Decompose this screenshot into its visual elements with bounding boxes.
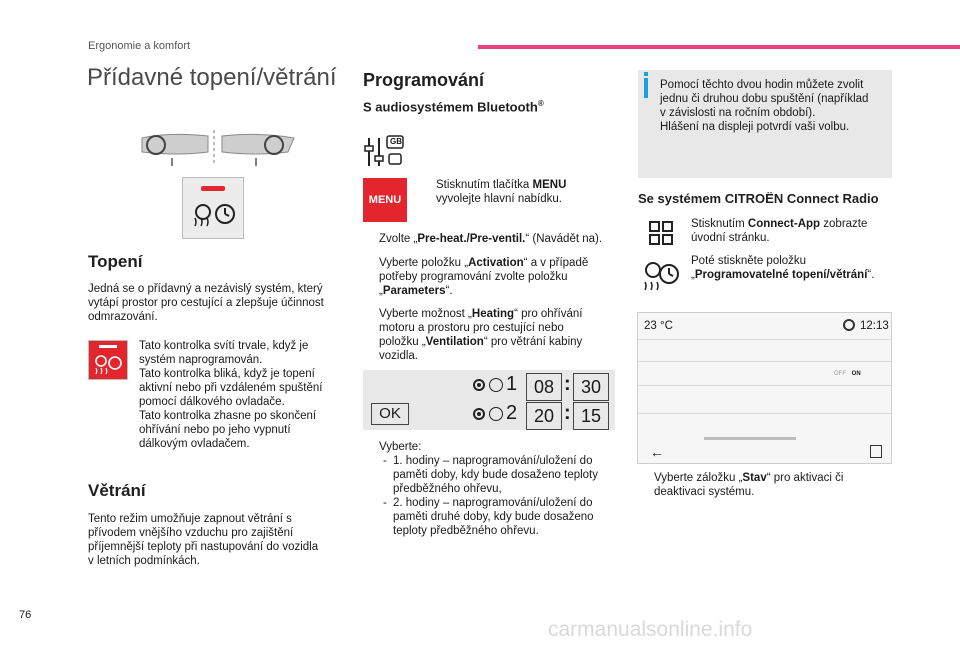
heating-intro [88, 282, 358, 324]
info-icon [644, 78, 648, 98]
text-line: deaktivaci systému. [654, 486, 755, 498]
text-line: Tato kontrolka zhasne po skončení [139, 410, 317, 422]
program-2-hours[interactable]: 20 [526, 402, 562, 430]
text-line: úvodní stránku. [691, 232, 770, 244]
menu-button[interactable] [363, 178, 407, 222]
text: „ [691, 269, 695, 281]
program-1-minutes[interactable]: 30 [573, 373, 609, 401]
text-line: Jedná se o přídavný a nezávislý systém, který [88, 283, 323, 295]
text: Vyberte: [379, 441, 422, 453]
text-line [363, 335, 623, 349]
step-activation [363, 256, 623, 298]
ok-button[interactable]: OK [371, 403, 409, 425]
step-line [363, 232, 623, 246]
page-number: 76 [19, 609, 32, 621]
step-line [420, 178, 610, 192]
text-line: ohřívání nebo po jeho vypnutí [139, 424, 291, 436]
program-2-index: 2 [506, 402, 518, 424]
text: Zvolte „ [379, 233, 418, 245]
info-box [638, 70, 892, 178]
info-icon-dot [644, 72, 648, 76]
program-1-hours[interactable]: 08 [526, 373, 562, 401]
text: “ (Navádět na). [525, 233, 603, 245]
text-line: systém naprogramován. [139, 354, 263, 366]
step-heating [363, 307, 623, 363]
radio-1-icon[interactable] [473, 379, 485, 391]
sub-item [379, 454, 623, 496]
text-line: v letních podmínkách. [88, 555, 200, 567]
text-line: vytápí prostor pro cestující a zlepšuje účinnost [88, 297, 324, 309]
text-line: paměti druhé doby, kdy bude dosaženo [393, 511, 594, 523]
text-line: jednu či druhou dobu spuštění (například [660, 93, 869, 105]
clock-readout: 12:13 [860, 320, 889, 332]
text-bold: Parameters [382, 285, 446, 297]
toggle-off: OFF [834, 371, 846, 377]
text-line: vozidla. [379, 350, 418, 362]
text: Stisknutím [691, 218, 748, 230]
step-select [363, 440, 623, 538]
programming-heading: Programování [363, 70, 485, 90]
clock-1-icon [489, 378, 503, 392]
text-line: odmrazování. [88, 311, 158, 323]
text-line: 1. hodiny – naprogramování/uložení do [393, 455, 593, 467]
ventilation-heading: Větrání [88, 481, 146, 500]
text-line: Tato kontrolka bliká, když je topení [139, 368, 315, 380]
watermark: carmanualsonline.info [548, 618, 753, 641]
step-line [363, 307, 623, 321]
text-line [691, 268, 901, 282]
chapter-title: Ergonomie a komfort [88, 40, 191, 52]
text-bold: Heating [471, 308, 515, 320]
text: “ pro aktivaci či [766, 472, 844, 484]
text: “ a v případě [523, 257, 589, 269]
connect-app-icon[interactable] [648, 220, 674, 246]
page-title: Přídavné topení/větrání [87, 64, 337, 91]
program-2-minutes[interactable]: 15 [573, 402, 609, 430]
text-bold: Connect-App [747, 218, 821, 230]
settings-icon[interactable] [843, 319, 855, 331]
text: “. [867, 269, 875, 281]
text: zobrazte [820, 218, 868, 230]
text: “. [445, 285, 453, 297]
registered-mark: ® [537, 99, 544, 108]
step-preheat [363, 232, 623, 246]
menu-button-label: MENU [368, 194, 402, 206]
text-line: Tento režim umožňuje zapnout větrání s [88, 513, 292, 525]
dashboard-controls-icon [138, 126, 298, 170]
text-line: teploty předběžného ohřevu. [393, 525, 539, 537]
text-line: přívodem vnějšího vzduchu pro zajištění [88, 527, 294, 539]
step-line [363, 440, 623, 454]
text-line: pomocí dálkového ovladače. [139, 396, 285, 408]
text-line: vyvolejte hlavní nabídku. [436, 193, 562, 205]
save-icon[interactable] [870, 445, 882, 458]
text-line: Poté stiskněte položku [691, 255, 807, 267]
text: “ pro ohřívání [514, 308, 583, 320]
text-line: dálkovým ovladačem. [139, 438, 250, 450]
time-separator: : [564, 402, 571, 424]
text: Vyberte možnost „ [379, 308, 472, 320]
preheat-app-icon[interactable] [641, 256, 681, 292]
subheading-text: S audiosystémem Bluetooth [363, 99, 538, 115]
text-line: 2. hodiny – naprogramování/uložení do [393, 497, 593, 509]
text-line: potřeby programování zvolte položku [379, 271, 568, 283]
chapter-accent-bar [478, 45, 960, 49]
divider [638, 413, 891, 414]
clock-2-icon [489, 407, 503, 421]
text-bold: Activation [468, 257, 524, 269]
text-bold: Programovatelné topení/větrání [694, 269, 868, 281]
touchscreen-illustration [637, 312, 892, 464]
audio-system-icon [363, 134, 405, 170]
divider [638, 361, 891, 362]
text-bold: Stav [742, 472, 767, 484]
info-text [660, 78, 888, 134]
text: Stisknutím tlačítka [436, 179, 533, 191]
step-line [363, 256, 623, 270]
sub-item [379, 496, 623, 538]
stav-step [638, 471, 888, 499]
indicator-lamp-icon [88, 340, 128, 380]
radio-2-icon[interactable] [473, 408, 485, 420]
text-line [691, 217, 891, 231]
status-toggle[interactable] [834, 369, 874, 379]
tab-indicator [704, 437, 796, 440]
fan-clock-icon [641, 256, 681, 292]
back-arrow-icon[interactable]: ← [650, 444, 664, 460]
connect-step-1 [691, 217, 891, 245]
text: „ [379, 285, 383, 297]
text-line: Pomocí těchto dvou hodin můžete zvolit [660, 79, 864, 91]
bluetooth-subheading [363, 99, 544, 114]
connect-radio-heading: Se systémem CITROËN Connect Radio [638, 191, 879, 206]
menu-step [420, 178, 610, 206]
program-display [363, 370, 615, 430]
text: Vyberte záložku „ [654, 472, 743, 484]
fan-clock-icon [183, 178, 243, 238]
text-line: předběžného ohřevu, [393, 483, 502, 495]
text-line: v závislosti na ročním období). [660, 107, 816, 119]
gb-label: GB [390, 137, 402, 146]
heater-button-illustration [182, 177, 244, 239]
divider [638, 339, 891, 340]
text-line: Tato kontrolka svítí trvale, když je [139, 340, 309, 352]
dash: - [383, 497, 387, 509]
program-1-index: 1 [506, 373, 518, 395]
text-line: paměti doby, kdy bude dosaženo teploty [393, 469, 599, 481]
grid-icon [648, 220, 674, 246]
heating-heading: Topení [88, 252, 143, 271]
heater-illustration [138, 126, 298, 170]
divider [638, 385, 891, 386]
text-line [363, 284, 623, 298]
text-line: motoru a prostoru pro cestující nebo [379, 322, 564, 334]
temperature-readout: 23 °C [644, 320, 673, 332]
time-separator: : [564, 373, 571, 395]
text: “ pro větrání kabiny [483, 336, 583, 348]
text-bold: Ventilation [425, 336, 484, 348]
text-line: Hlášení na displeji potvrdí vaši volbu. [660, 121, 850, 133]
text-bold: Pre-heat./Pre-ventil. [417, 233, 526, 245]
indicator-description [139, 339, 359, 451]
text: Vyberte položku „ [379, 257, 469, 269]
connect-step-2 [691, 254, 901, 282]
text-bold: MENU [532, 179, 567, 191]
text-line: aktivní nebo při vzdáleném spuštění [139, 382, 323, 394]
warning-fan-clock-icon [89, 341, 127, 379]
dash: - [383, 455, 387, 467]
text-line: příjemnější teploty při nastupování do vozidla [88, 541, 319, 553]
ventilation-text [88, 512, 358, 568]
text: položku „ [379, 336, 426, 348]
toggle-on: ON [851, 371, 861, 377]
step-line [638, 471, 888, 485]
